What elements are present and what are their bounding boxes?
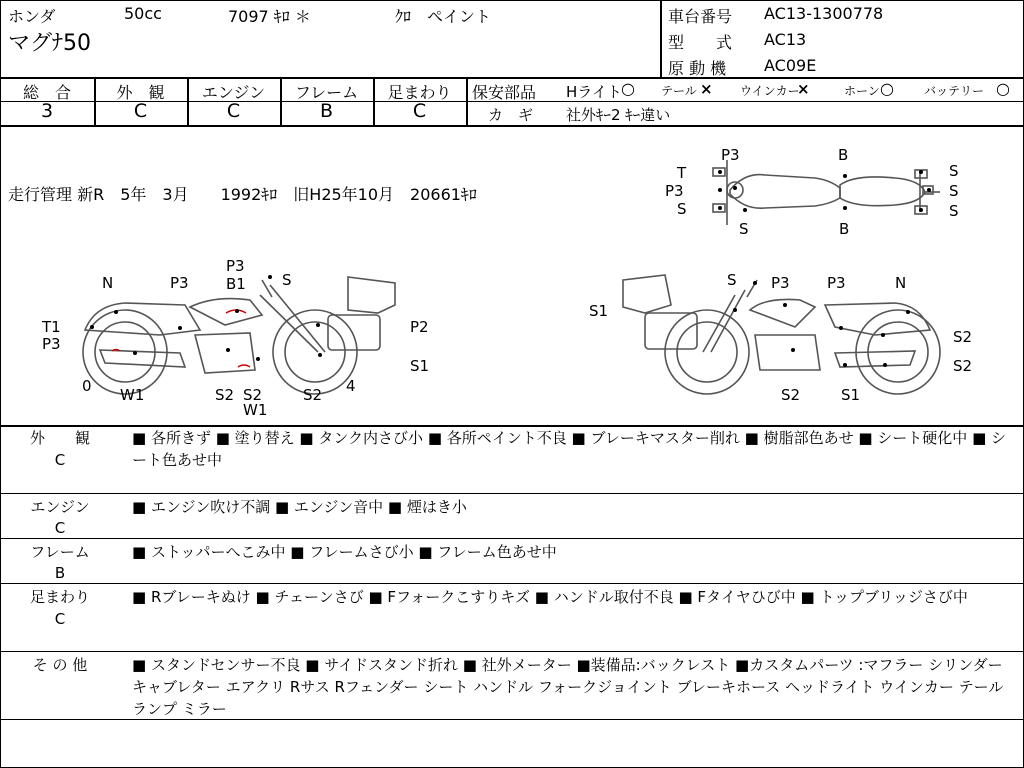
headlight-label: Hライト xyxy=(566,83,622,101)
rule xyxy=(0,125,1024,127)
safety-label: 保安部品 xyxy=(472,83,537,102)
overall-grade: 3 xyxy=(40,100,54,122)
odometer-history: 走行管理 新R 5年 3月 1992ｷﾛ 旧H25年10月 20661ｷﾛ xyxy=(8,185,477,204)
top-view-diagram xyxy=(655,140,995,245)
diagram-label: S1 xyxy=(589,302,609,320)
remarks-text: ■ Rブレーキぬけ ■ チェーンさび ■ Fフォークこすりキズ ■ ハンドル取付不良 ■ Fタイヤひび中 ■ トップブリッジさび中 xyxy=(132,588,968,606)
overall-label: 総 合 xyxy=(22,83,71,102)
remarks-text: ■ 各所きず ■ 塗り替え ■ タンク内さび小 ■ 各所ペイント不良 ■ ブレーキマスター削れ ■ 樹脂部色あせ ■ シート硬化中 ■ シート色あせ中 xyxy=(132,429,1007,469)
diagram-label: S xyxy=(282,271,292,289)
headlight-ok-icon: ○ xyxy=(621,79,635,98)
remarks-category: 外 観 xyxy=(29,429,90,447)
diagram-label: S xyxy=(677,200,687,218)
remarks-text: ■ エンジン吹け不調 ■ エンジン音中 ■ 煙はき小 xyxy=(132,498,467,516)
diagram-label: B xyxy=(838,146,849,164)
engine-label: 原 動 機 xyxy=(668,59,727,78)
remarks-category: 足まわり xyxy=(29,588,90,606)
diagram-label: S2 xyxy=(215,386,235,404)
key-value: 社外ｷｰ2 ｷｰ違い xyxy=(566,106,671,124)
diagram-label: N xyxy=(102,274,114,292)
rule xyxy=(0,77,1024,79)
remarks-grade: B xyxy=(54,564,66,582)
diagram-label: S xyxy=(949,202,959,220)
diagram-label: P2 xyxy=(410,318,429,336)
diagram-label: S1 xyxy=(841,386,861,404)
diagram-label: S xyxy=(727,271,737,289)
remarks-category: エンジン xyxy=(30,498,90,516)
diagram-label: T1 xyxy=(42,318,61,336)
winker-label: ウインカー xyxy=(740,84,800,98)
diagram-label: P3 xyxy=(771,274,790,292)
remarks-grade: C xyxy=(54,519,66,537)
rule xyxy=(0,493,1024,494)
diagram-label: S xyxy=(949,182,959,200)
diagram-label: S2 xyxy=(303,386,323,404)
exterior-grade: C xyxy=(133,100,148,122)
diagram-label: S2 xyxy=(953,357,973,375)
diagram-label: S xyxy=(949,162,959,180)
winker-ng-icon: × xyxy=(797,80,810,98)
exterior-label: 外 観 xyxy=(116,83,165,102)
diagram-label: W1 xyxy=(243,401,268,419)
diagram-label: P3 xyxy=(827,274,846,292)
engine-grade-label: エンジン xyxy=(201,83,266,102)
remarks-text: ■ ストッパーへこみ中 ■ フレームさび小 ■ フレーム色あせ中 xyxy=(132,543,557,561)
diagram-label: P3 xyxy=(42,335,61,353)
diagram-label: P3 xyxy=(721,146,740,164)
diagram-label: N xyxy=(895,274,907,292)
engine-grade: C xyxy=(226,100,241,122)
displacement: 50cc xyxy=(124,4,162,23)
type-label: 型 式 xyxy=(668,33,733,52)
chassis-value: AC13-1300778 xyxy=(764,4,884,23)
diagram-label: 4 xyxy=(346,377,356,395)
suspension-label: 足まわり xyxy=(387,83,452,102)
remarks-grade: C xyxy=(54,451,66,469)
diagram-label: S1 xyxy=(410,357,430,375)
maker: ホンダ xyxy=(8,7,56,26)
suspension-grade: C xyxy=(412,100,427,122)
tail-label: テール xyxy=(661,84,697,98)
diagram-label: B1 xyxy=(226,275,246,293)
key-label: カ ギ xyxy=(488,106,534,124)
diagram-label: S2 xyxy=(243,386,263,404)
diagram-label: T xyxy=(677,164,687,182)
remarks-grade: C xyxy=(54,610,66,628)
diagram-label: S xyxy=(739,220,749,238)
mileage: 7097 ｷﾛ ＊ xyxy=(228,7,311,26)
remarks-category: フレーム xyxy=(30,543,90,561)
rule xyxy=(0,583,1024,584)
horn-label: ホーン xyxy=(844,84,880,98)
battery-label: バッテリー xyxy=(924,84,985,98)
engine-value: AC09E xyxy=(764,56,817,75)
model-name: マグﾅ50 xyxy=(8,31,91,56)
rule xyxy=(0,719,1024,720)
rule xyxy=(0,538,1024,539)
divider xyxy=(466,101,1024,102)
remarks-text: ■ スタンドセンサー不良 ■ サイドスタンド折れ ■ 社外メーター ■装備品:バックレスト ■カスタムパーツ :マフラー シリンダー キャブレター エアクリ Rサス Rフェンダー シート ハンドル フォークジョイント ブレーキホース ヘッドライト ウインカー テールランプ ミラー xyxy=(132,656,1004,718)
color: ｸﾛ ペイント xyxy=(395,7,492,26)
tail-ng-icon: × xyxy=(700,80,713,98)
right-side-diagram xyxy=(585,255,1015,420)
chassis-label: 車台番号 xyxy=(668,7,733,26)
header-divider xyxy=(660,0,662,78)
diagram-label: 0 xyxy=(82,377,92,395)
horn-ok-icon: ○ xyxy=(880,79,894,98)
divider xyxy=(466,78,468,126)
remarks-category: そ の 他 xyxy=(32,656,88,674)
diagram-label: P3 xyxy=(226,257,245,275)
battery-ok-icon: ○ xyxy=(996,79,1010,98)
rule xyxy=(0,651,1024,652)
left-side-diagram xyxy=(0,255,450,420)
diagram-label: B xyxy=(839,220,850,238)
frame-label: フレーム xyxy=(294,83,359,102)
diagram-label: W1 xyxy=(120,386,145,404)
frame-grade: B xyxy=(319,100,334,122)
diagram-label: S2 xyxy=(781,386,801,404)
diagram-label: P3 xyxy=(170,274,189,292)
type-value: AC13 xyxy=(764,30,807,49)
diagram-label: S2 xyxy=(953,328,973,346)
diagram-label: P3 xyxy=(665,182,684,200)
